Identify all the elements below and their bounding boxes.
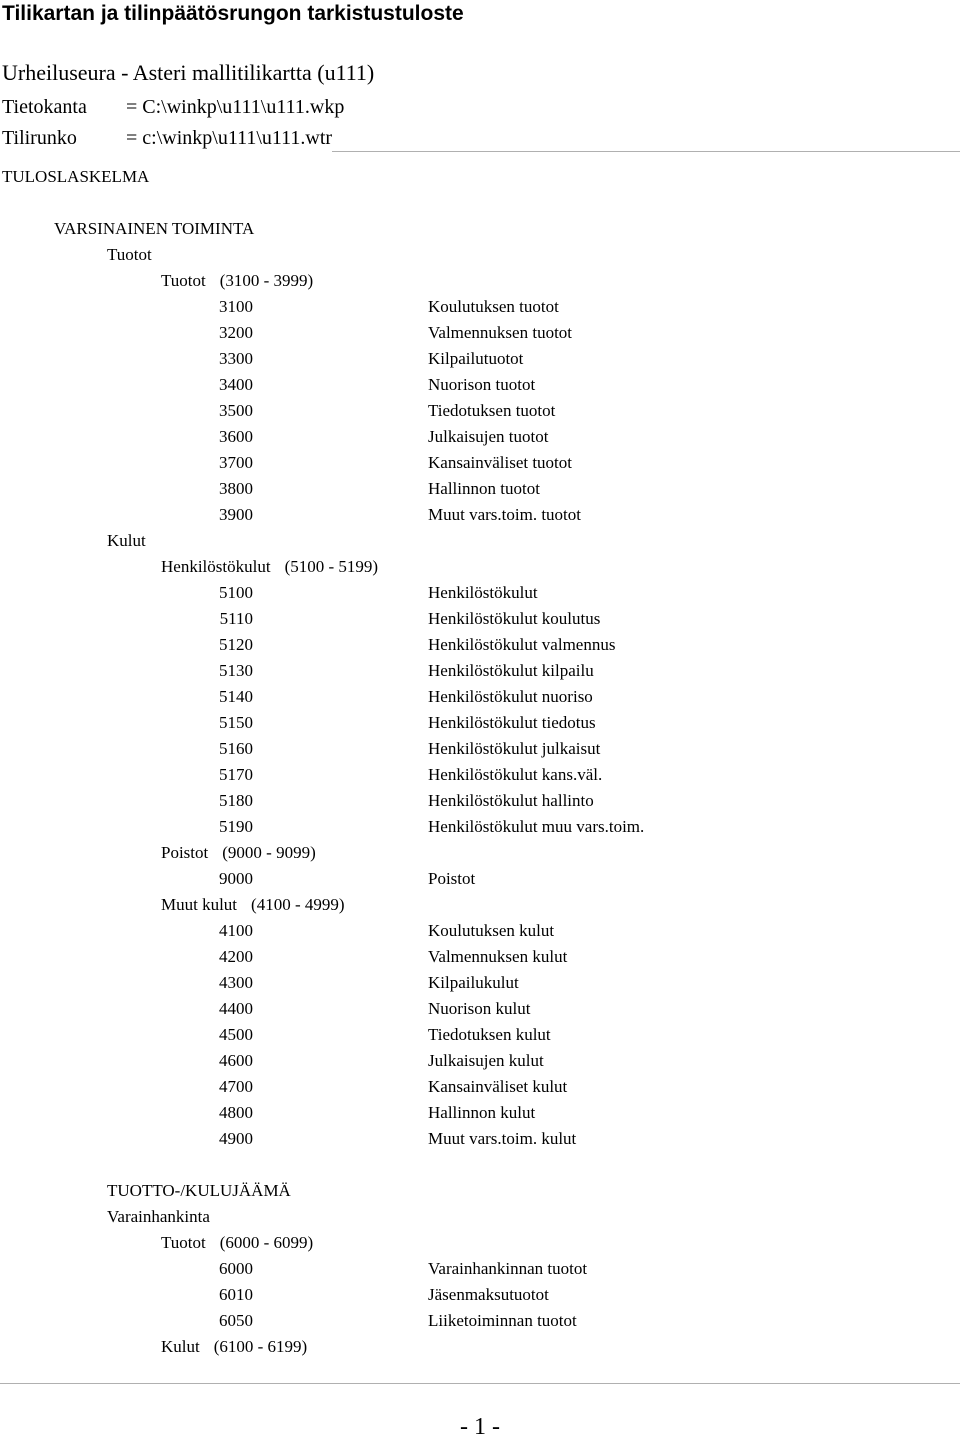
- account-code: 5190: [219, 817, 253, 836]
- account-name: Muut vars.toim. kulut: [428, 1129, 577, 1148]
- account-row: [0, 1022, 960, 1048]
- blank-row: [0, 190, 960, 216]
- account-name: Kansainväliset tuotot: [428, 453, 573, 472]
- account-range: (4100 - 4999): [251, 895, 345, 914]
- account-row: [0, 684, 960, 710]
- account-range: (3100 - 3999): [219, 271, 314, 290]
- account-row: [0, 762, 960, 788]
- section-heading: [0, 554, 960, 580]
- account-code: 5100: [219, 583, 253, 602]
- account-code: 4100: [219, 921, 253, 940]
- section-heading: [0, 528, 960, 554]
- account-name: Henkilöstökulut kilpailu: [428, 661, 594, 680]
- section-heading: [0, 1230, 960, 1256]
- account-row: [0, 606, 960, 632]
- account-row: [0, 398, 960, 424]
- section-heading-text: Kulut: [161, 1337, 200, 1356]
- account-row: [0, 632, 960, 658]
- section-heading-label: [107, 1178, 291, 1204]
- account-code: 5110: [219, 609, 253, 628]
- account-row: [0, 814, 960, 840]
- account-row: [0, 658, 960, 684]
- account-name: Nuorison kulut: [428, 999, 531, 1018]
- account-code: 4200: [219, 947, 253, 966]
- section-heading-label: [107, 242, 152, 268]
- section-heading: [0, 268, 960, 294]
- account-row: [0, 1256, 960, 1282]
- account-name: Henkilöstökulut julkaisut: [428, 739, 601, 758]
- header-divider: [332, 151, 960, 152]
- account-row: [0, 1282, 960, 1308]
- account-name: Henkilöstökulut nuoriso: [428, 687, 593, 706]
- account-code: 3500: [219, 401, 253, 420]
- account-row: [0, 346, 960, 372]
- account-row: [0, 944, 960, 970]
- account-row: [0, 970, 960, 996]
- account-row: [0, 1308, 960, 1334]
- account-name: Varainhankinnan tuotot: [428, 1259, 588, 1278]
- account-name: Tiedotuksen tuotot: [428, 401, 556, 420]
- account-range: (9000 - 9099): [222, 843, 316, 862]
- section-heading-text: TUOTTO-/KULUJÄÄMÄ: [107, 1181, 291, 1200]
- account-code: 3900: [219, 505, 253, 524]
- meta-chart-of-accounts: [2, 125, 332, 151]
- section-heading: [0, 1178, 960, 1204]
- meta-chart-label: Tilirunko: [2, 127, 77, 149]
- account-code: 4900: [219, 1129, 253, 1148]
- meta-chart-value: = c:\winkp\u111\u111.wtr: [126, 127, 333, 149]
- section-heading: [0, 1204, 960, 1230]
- account-row: [0, 1074, 960, 1100]
- account-name: Liiketoiminnan tuotot: [428, 1311, 577, 1330]
- section-heading-label: [161, 1334, 307, 1360]
- account-name: Henkilöstökulut hallinto: [428, 791, 594, 810]
- account-code: 9000: [219, 869, 253, 888]
- account-name: Henkilöstökulut: [428, 583, 538, 602]
- account-row: [0, 320, 960, 346]
- account-name: Julkaisujen tuotot: [428, 427, 549, 446]
- account-row: [0, 788, 960, 814]
- account-code: 5170: [219, 765, 253, 784]
- account-name: Julkaisujen kulut: [428, 1051, 544, 1070]
- account-name: Muut vars.toim. tuotot: [428, 505, 581, 524]
- section-heading-text: Henkilöstökulut: [161, 557, 271, 576]
- account-row: [0, 710, 960, 736]
- section-heading-text: Tuotot: [107, 245, 152, 264]
- account-name: Koulutuksen tuotot: [428, 297, 559, 316]
- account-row: [0, 1048, 960, 1074]
- account-name: Kilpailukulut: [428, 973, 519, 992]
- account-code: 3200: [219, 323, 253, 342]
- account-name: Hallinnon tuotot: [428, 479, 540, 498]
- account-name: Jäsenmaksutuotot: [428, 1285, 549, 1304]
- account-name: Henkilöstökulut tiedotus: [428, 713, 596, 732]
- account-row: [0, 424, 960, 450]
- account-code: 5180: [219, 791, 253, 810]
- account-row: [0, 476, 960, 502]
- section-heading-label: [107, 1204, 210, 1230]
- section-heading-text: Varainhankinta: [107, 1207, 210, 1226]
- section-heading: [0, 1334, 960, 1360]
- document-subtitle: Urheiluseura - Asteri mallitilikartta (u111): [2, 60, 375, 85]
- account-row: [0, 996, 960, 1022]
- account-name: Koulutuksen kulut: [428, 921, 555, 940]
- section-heading-text: Tuotot: [161, 1233, 206, 1252]
- account-row: [0, 736, 960, 762]
- account-code: 4700: [219, 1077, 253, 1096]
- account-code: 5130: [219, 661, 253, 680]
- section-heading-label: [161, 268, 313, 294]
- account-name: Valmennuksen kulut: [428, 947, 568, 966]
- section-heading-text: Muut kulut: [161, 895, 238, 914]
- account-name: Henkilöstökulut kans.väl.: [428, 765, 603, 784]
- account-range: (6000 - 6099): [219, 1233, 314, 1252]
- account-row: [0, 1126, 960, 1152]
- account-code: 3300: [219, 349, 253, 368]
- account-code: 5160: [219, 739, 253, 758]
- account-code: 5140: [219, 687, 253, 706]
- account-code: 4500: [219, 1025, 253, 1044]
- account-row: [0, 450, 960, 476]
- account-range: (6100 - 6199): [213, 1337, 308, 1356]
- account-row: [0, 918, 960, 944]
- section-heading-label: [161, 554, 378, 580]
- section-heading: [0, 242, 960, 268]
- account-name: Kilpailutuotot: [428, 349, 524, 368]
- account-code: 4300: [219, 973, 253, 992]
- section-heading-label: [161, 892, 345, 918]
- section-heading-label: [107, 528, 146, 554]
- meta-database-value: = C:\winkp\u111\u111.wkp: [126, 96, 345, 118]
- account-name: Henkilöstökulut koulutus: [428, 609, 601, 628]
- meta-database-label: Tietokanta: [2, 96, 87, 118]
- account-code: 5120: [219, 635, 253, 654]
- account-code: 6010: [219, 1285, 253, 1304]
- section-heading: [0, 840, 960, 866]
- account-name: Tiedotuksen kulut: [428, 1025, 551, 1044]
- blank-row: [0, 1152, 960, 1178]
- document-title: Tilikartan ja tilinpäätösrungon tarkistustuloste: [2, 2, 464, 25]
- account-code: 4400: [219, 999, 253, 1018]
- meta-database: [2, 94, 344, 120]
- section-heading-label: [2, 164, 149, 190]
- section-heading: [0, 216, 960, 242]
- account-code: 3800: [219, 479, 253, 498]
- section-heading: [0, 892, 960, 918]
- account-row: [0, 1100, 960, 1126]
- section-heading-label: [161, 840, 316, 866]
- account-name: Henkilöstökulut muu vars.toim.: [428, 817, 645, 836]
- section-heading-text: Kulut: [107, 531, 146, 550]
- footer-divider: [0, 1383, 960, 1384]
- account-code: 4800: [219, 1103, 253, 1122]
- section-heading-text: Tuotot: [161, 271, 206, 290]
- section-heading-label: [54, 216, 254, 242]
- account-code: 6000: [219, 1259, 253, 1278]
- section-heading-text: Poistot: [161, 843, 209, 862]
- account-row: [0, 580, 960, 606]
- account-name: Henkilöstökulut valmennus: [428, 635, 616, 654]
- section-heading-label: [161, 1230, 313, 1256]
- page-number: - 1 -: [460, 1414, 500, 1440]
- account-name: Poistot: [428, 869, 476, 888]
- account-row: [0, 372, 960, 398]
- account-row: [0, 294, 960, 320]
- account-row: [0, 866, 960, 892]
- account-name: Nuorison tuotot: [428, 375, 536, 394]
- account-code: 6050: [219, 1311, 253, 1330]
- section-heading: [0, 164, 960, 190]
- account-row: [0, 502, 960, 528]
- section-heading-text: TULOSLASKELMA: [2, 167, 150, 186]
- account-code: 3400: [219, 375, 253, 394]
- account-code: 4600: [219, 1051, 253, 1070]
- account-list: [0, 164, 960, 1360]
- account-code: 5150: [219, 713, 253, 732]
- account-code: 3600: [219, 427, 253, 446]
- account-name: Kansainväliset kulut: [428, 1077, 568, 1096]
- account-code: 3100: [219, 297, 253, 316]
- account-name: Hallinnon kulut: [428, 1103, 536, 1122]
- account-name: Valmennuksen tuotot: [428, 323, 573, 342]
- section-heading-text: VARSINAINEN TOIMINTA: [54, 219, 255, 238]
- account-code: 3700: [219, 453, 253, 472]
- account-range: (5100 - 5199): [284, 557, 379, 576]
